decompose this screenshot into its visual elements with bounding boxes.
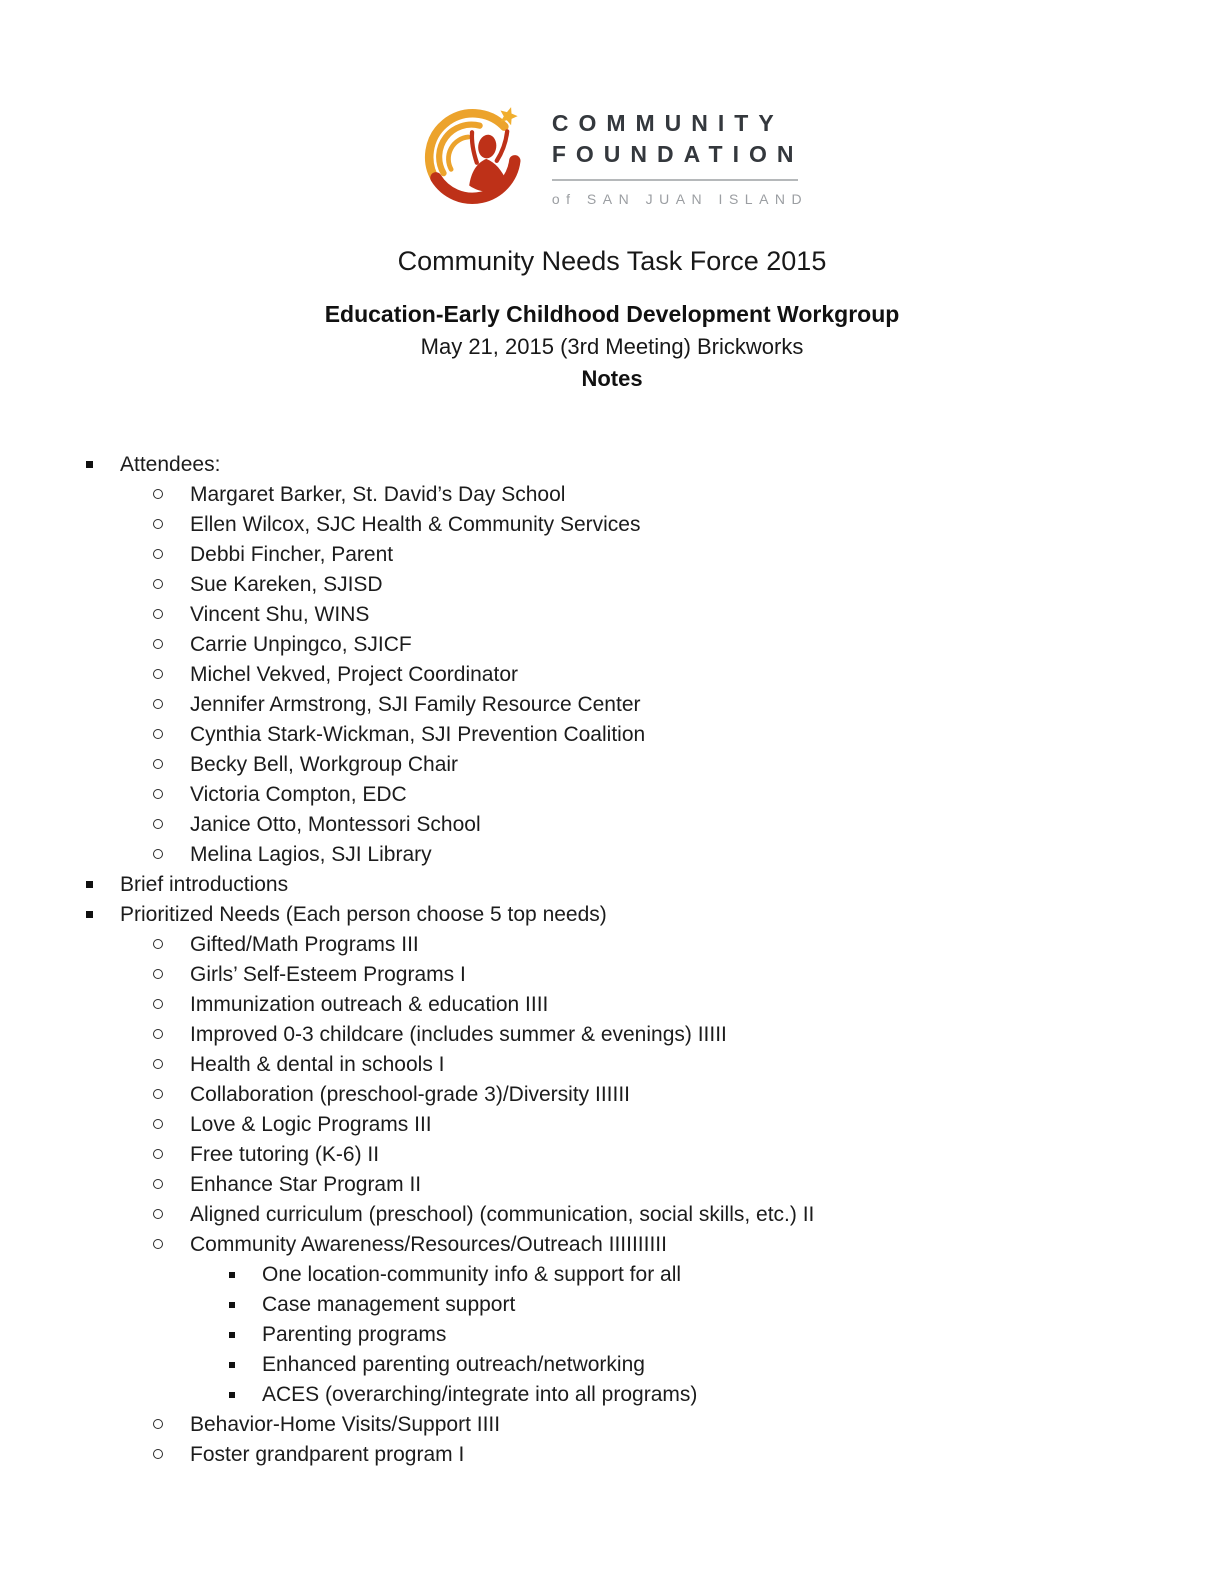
list-item	[0, 750, 1224, 780]
list-item	[0, 570, 1224, 600]
list-item	[0, 1260, 1224, 1290]
list-item-text: Melina Lagios, SJI Library	[190, 843, 432, 866]
logo-person-left-arm	[472, 132, 477, 162]
notes-list	[0, 450, 1224, 1470]
list-item	[0, 690, 1224, 720]
bullet-square-icon	[229, 1392, 235, 1398]
list-item	[0, 900, 1224, 930]
bullet-circle-icon	[153, 969, 163, 979]
logo-person-body	[469, 159, 507, 192]
list-item-text: Gifted/Math Programs III	[190, 933, 419, 956]
list-item-text: Michel Vekved, Project Coordinator	[190, 663, 518, 686]
bullet-square-icon	[229, 1302, 235, 1308]
list-item	[0, 990, 1224, 1020]
bullet-circle-icon	[153, 1179, 163, 1189]
meeting-info: May 21, 2015 (3rd Meeting) Brickworks	[420, 334, 804, 359]
bullet-square-icon	[86, 911, 93, 918]
bullet-circle-icon	[153, 1449, 163, 1459]
page-title: Community Needs Task Force 2015	[397, 246, 827, 276]
logo-wordmark	[552, 108, 808, 207]
list-item-text: Cynthia Stark-Wickman, SJI Prevention Coalition	[190, 723, 646, 746]
list-item	[0, 870, 1224, 900]
list-item-text: Prioritized Needs (Each person choose 5 top needs)	[120, 903, 607, 926]
bullet-circle-icon	[153, 729, 163, 739]
list-item-text: Case management support	[262, 1293, 516, 1316]
list-item-text: Attendees:	[120, 453, 221, 476]
list-item-text: Sue Kareken, SJISD	[190, 573, 383, 596]
list-item-text: Collaboration (preschool-grade 3)/Diversity IIIIII	[190, 1083, 631, 1106]
bullet-circle-icon	[153, 1089, 163, 1099]
bullet-circle-icon	[153, 669, 163, 679]
list-item	[0, 720, 1224, 750]
bullet-circle-icon	[153, 1059, 163, 1069]
list-item-text: Margaret Barker, St. David’s Day School	[190, 483, 566, 506]
list-item-text: Foster grandparent program I	[190, 1443, 465, 1466]
bullet-circle-icon	[153, 579, 163, 589]
list-item-text: Community Awareness/Resources/Outreach IIIIIIIIII	[190, 1233, 667, 1256]
list-item-text: Parenting programs	[262, 1323, 447, 1346]
list-item	[0, 1170, 1224, 1200]
list-item-text: Love & Logic Programs III	[190, 1113, 432, 1136]
logo-person-right-arm	[497, 131, 507, 160]
list-item	[0, 930, 1224, 960]
bullet-square-icon	[229, 1362, 235, 1368]
list-item	[0, 810, 1224, 840]
bullet-circle-icon	[153, 639, 163, 649]
list-item	[0, 1020, 1224, 1050]
list-item	[0, 630, 1224, 660]
logo	[0, 0, 1224, 216]
logo-inner-arc	[448, 137, 468, 169]
list-item	[0, 1230, 1224, 1260]
bullet-square-icon	[86, 461, 93, 468]
list-item	[0, 600, 1224, 630]
bullet-circle-icon	[153, 1419, 163, 1429]
list-item-text: One location-community info & support for all	[262, 1263, 682, 1286]
list-item	[0, 960, 1224, 990]
bullet-circle-icon	[153, 819, 163, 829]
list-item	[0, 1200, 1224, 1230]
list-item-text: Becky Bell, Workgroup Chair	[190, 753, 459, 776]
list-item	[0, 480, 1224, 510]
bullet-square-icon	[86, 881, 93, 888]
list-item-text: Immunization outreach & education IIII	[190, 993, 549, 1016]
list-item	[0, 780, 1224, 810]
list-item	[0, 1050, 1224, 1080]
list-item-text: Jennifer Armstrong, SJI Family Resource Center	[190, 693, 641, 716]
list-item	[0, 1140, 1224, 1170]
bullet-circle-icon	[153, 939, 163, 949]
list-item	[0, 1380, 1224, 1410]
list-item-text: Behavior-Home Visits/Support IIII	[190, 1413, 501, 1436]
notes-label: Notes	[581, 366, 643, 391]
logo-name-line2: FOUNDATION	[551, 140, 804, 167]
bullet-circle-icon	[153, 999, 163, 1009]
list-item	[0, 1110, 1224, 1140]
list-item-text: Ellen Wilcox, SJC Health & Community Services	[190, 513, 641, 536]
list-item	[0, 1350, 1224, 1380]
list-item	[0, 510, 1224, 540]
list-item-text: Aligned curriculum (preschool) (communication, social skills, etc.) II	[190, 1203, 815, 1226]
bullet-circle-icon	[153, 1029, 163, 1039]
bullet-square-icon	[229, 1332, 235, 1338]
list-item	[0, 1320, 1224, 1350]
bullet-circle-icon	[153, 609, 163, 619]
list-item-text: Victoria Compton, EDC	[190, 783, 407, 806]
list-item	[0, 1290, 1224, 1320]
bullet-circle-icon	[153, 1209, 163, 1219]
list-item-text: Enhanced parenting outreach/networking	[262, 1353, 645, 1376]
list-item-text: Free tutoring (K-6) II	[190, 1143, 380, 1166]
bullet-circle-icon	[153, 789, 163, 799]
bullet-circle-icon	[153, 849, 163, 859]
list-item	[0, 1410, 1224, 1440]
list-item-text: Carrie Unpingco, SJICF	[190, 633, 412, 656]
community-foundation-logo-icon	[416, 98, 530, 216]
list-item	[0, 840, 1224, 870]
bullet-circle-icon	[153, 489, 163, 499]
bullet-circle-icon	[153, 699, 163, 709]
list-item-text: ACES (overarching/integrate into all programs)	[262, 1383, 698, 1406]
bullet-circle-icon	[153, 1119, 163, 1129]
list-item-text: Health & dental in schools I	[190, 1053, 445, 1076]
bullet-circle-icon	[153, 549, 163, 559]
list-item	[0, 660, 1224, 690]
bullet-square-icon	[229, 1272, 235, 1278]
workgroup-title: Education-Early Childhood Development Workgroup	[324, 301, 900, 327]
logo-divider	[552, 179, 798, 181]
logo-tagline: of SAN JUAN ISLAND	[551, 190, 809, 207]
list-item-text: Brief introductions	[120, 873, 289, 896]
list-item-text: Vincent Shu, WINS	[190, 603, 370, 626]
logo-name-line1: COMMUNITY	[551, 109, 784, 136]
list-item	[0, 540, 1224, 570]
list-item	[0, 1440, 1224, 1470]
bullet-circle-icon	[153, 519, 163, 529]
list-item-text: Enhance Star Program II	[190, 1173, 422, 1196]
bullet-circle-icon	[153, 1149, 163, 1159]
list-item-text: Janice Otto, Montessori School	[190, 813, 481, 836]
list-item	[0, 1080, 1224, 1110]
list-item-text: Improved 0-3 childcare (includes summer & evenings) IIIII	[190, 1023, 727, 1046]
logo-person-head	[477, 134, 498, 160]
list-item-text: Girls’ Self-Esteem Programs I	[190, 963, 466, 986]
bullet-circle-icon	[153, 759, 163, 769]
list-item-text: Debbi Fincher, Parent	[190, 543, 394, 566]
bullet-circle-icon	[153, 1239, 163, 1249]
list-item	[0, 450, 1224, 480]
